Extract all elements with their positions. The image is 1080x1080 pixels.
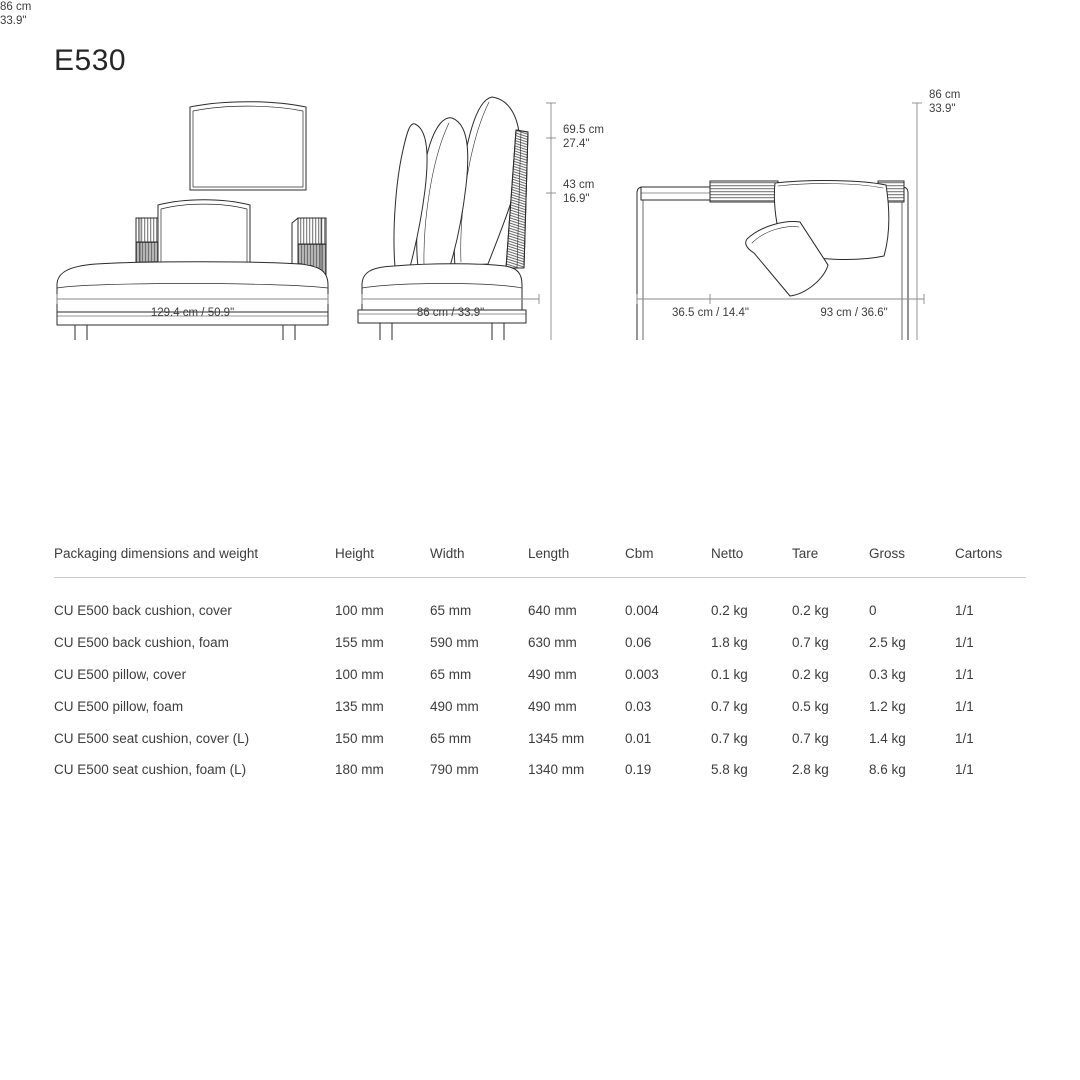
cell-gross: 0.3 kg [869,666,906,682]
cell-cbm: 0.003 [625,666,659,682]
cell-name: CU E500 back cushion, cover [54,603,232,619]
cell-width: 790 mm [430,762,479,778]
technical-drawings [0,80,1080,340]
dimension-inch: 16.9" [563,193,590,205]
cell-tare: 0.2 kg [792,603,829,619]
cell-name: CU E500 pillow, cover [54,666,187,682]
cell-width: 590 mm [430,635,479,651]
cell-netto: 1.8 kg [711,635,748,651]
cell-cartons: 1/1 [955,698,974,714]
cell-height: 100 mm [335,666,384,682]
cell-gross: 1.2 kg [869,698,906,714]
table-row [54,627,1026,659]
cell-cartons: 1/1 [955,762,974,778]
table-row [54,754,1026,786]
cell-tare: 2.8 kg [792,762,829,778]
cell-tare: 0.5 kg [792,698,829,714]
cell-netto: 5.8 kg [711,762,748,778]
dimension-label-top-segment-2: 93 cm / 36.6" [820,307,888,319]
cell-name: CU E500 back cushion, foam [54,635,229,651]
column-header-width: Width [430,546,465,561]
dimension-inch: 33.9" [0,15,27,27]
cell-name: CU E500 seat cushion, foam (L) [54,762,247,778]
cell-width: 65 mm [430,603,472,619]
legs-front [75,325,295,340]
column-header-cartons: Cartons [955,546,1003,561]
cell-tare: 0.7 kg [792,635,829,651]
cell-height: 100 mm [335,603,384,619]
cell-length: 1345 mm [528,730,585,746]
table-row [54,690,1026,722]
cell-cbm: 0.06 [625,635,652,651]
cell-tare: 0.2 kg [792,666,829,682]
cell-height: 135 mm [335,698,384,714]
column-header-length: Length [528,546,570,561]
table-body [54,578,1026,786]
dimension-label-top-segment-1: 36.5 cm / 14.4" [672,307,749,319]
dimension-cm: 86 cm [929,89,961,101]
cell-cartons: 1/1 [955,635,974,651]
cell-cbm: 0.03 [625,698,652,714]
column-header-height: Height [335,546,375,561]
dimension-inch: 33.9" [929,103,956,115]
column-header-name: Packaging dimensions and weight [54,546,259,561]
page-title: E530 [54,44,127,77]
cell-length: 490 mm [528,666,577,682]
cell-name: CU E500 pillow, foam [54,698,184,714]
cell-width: 65 mm [430,730,472,746]
cell-height: 155 mm [335,635,384,651]
column-header-tare: Tare [792,546,819,561]
cell-gross: 8.6 kg [869,762,906,778]
cell-netto: 0.7 kg [711,730,748,746]
column-header-cbm: Cbm [625,546,654,561]
cell-cartons: 1/1 [955,666,974,682]
cell-gross: 2.5 kg [869,635,906,651]
cell-gross: 1.4 kg [869,730,906,746]
cell-netto: 0.7 kg [711,698,748,714]
front-elevation-drawing [57,102,328,340]
dimension-label-height-69-5 [563,123,604,151]
packaging-table [54,546,1026,786]
dimension-label-depth-side: 86 cm / 33.9" [416,307,485,319]
cell-netto: 0.1 kg [711,666,748,682]
dimension-inch: 27.4" [563,138,590,150]
table-row [54,722,1026,754]
cell-length: 1340 mm [528,762,585,778]
table-row [54,659,1026,691]
table-row [54,578,1026,627]
cell-cartons: 1/1 [955,730,974,746]
cell-cbm: 0.004 [625,603,659,619]
cell-width: 65 mm [430,666,472,682]
woven-rail-left [710,181,778,202]
legs-side [380,323,504,340]
side-elevation-drawing [358,97,528,340]
cell-netto: 0.2 kg [711,603,748,619]
column-header-netto: Netto [711,546,744,561]
cell-cbm: 0.01 [625,730,652,746]
dimension-label-width-front: 129.4 cm / 50.9" [150,307,235,319]
drawings-svg [0,80,1080,340]
cell-length: 640 mm [528,603,577,619]
table-header-row [54,546,1026,578]
cell-gross: 0 [869,603,877,619]
dimension-label-height-86 [0,0,31,28]
column-header-gross: Gross [869,546,906,561]
cell-cartons: 1/1 [955,603,974,619]
cell-name: CU E500 seat cushion, cover (L) [54,730,250,746]
cell-tare: 0.7 kg [792,730,829,746]
dimension-cm: 43 cm [563,179,595,191]
dimension-label-height-43 [563,178,594,206]
dimension-cm: 86 cm [0,1,32,13]
cell-height: 150 mm [335,730,384,746]
cell-length: 490 mm [528,698,577,714]
cell-height: 180 mm [335,762,384,778]
table-header [54,546,1026,578]
dimension-cm: 69.5 cm [563,124,604,136]
cell-cbm: 0.19 [625,762,652,778]
cell-length: 630 mm [528,635,577,651]
cell-width: 490 mm [430,698,479,714]
dimension-label-top-view-depth [929,88,960,116]
